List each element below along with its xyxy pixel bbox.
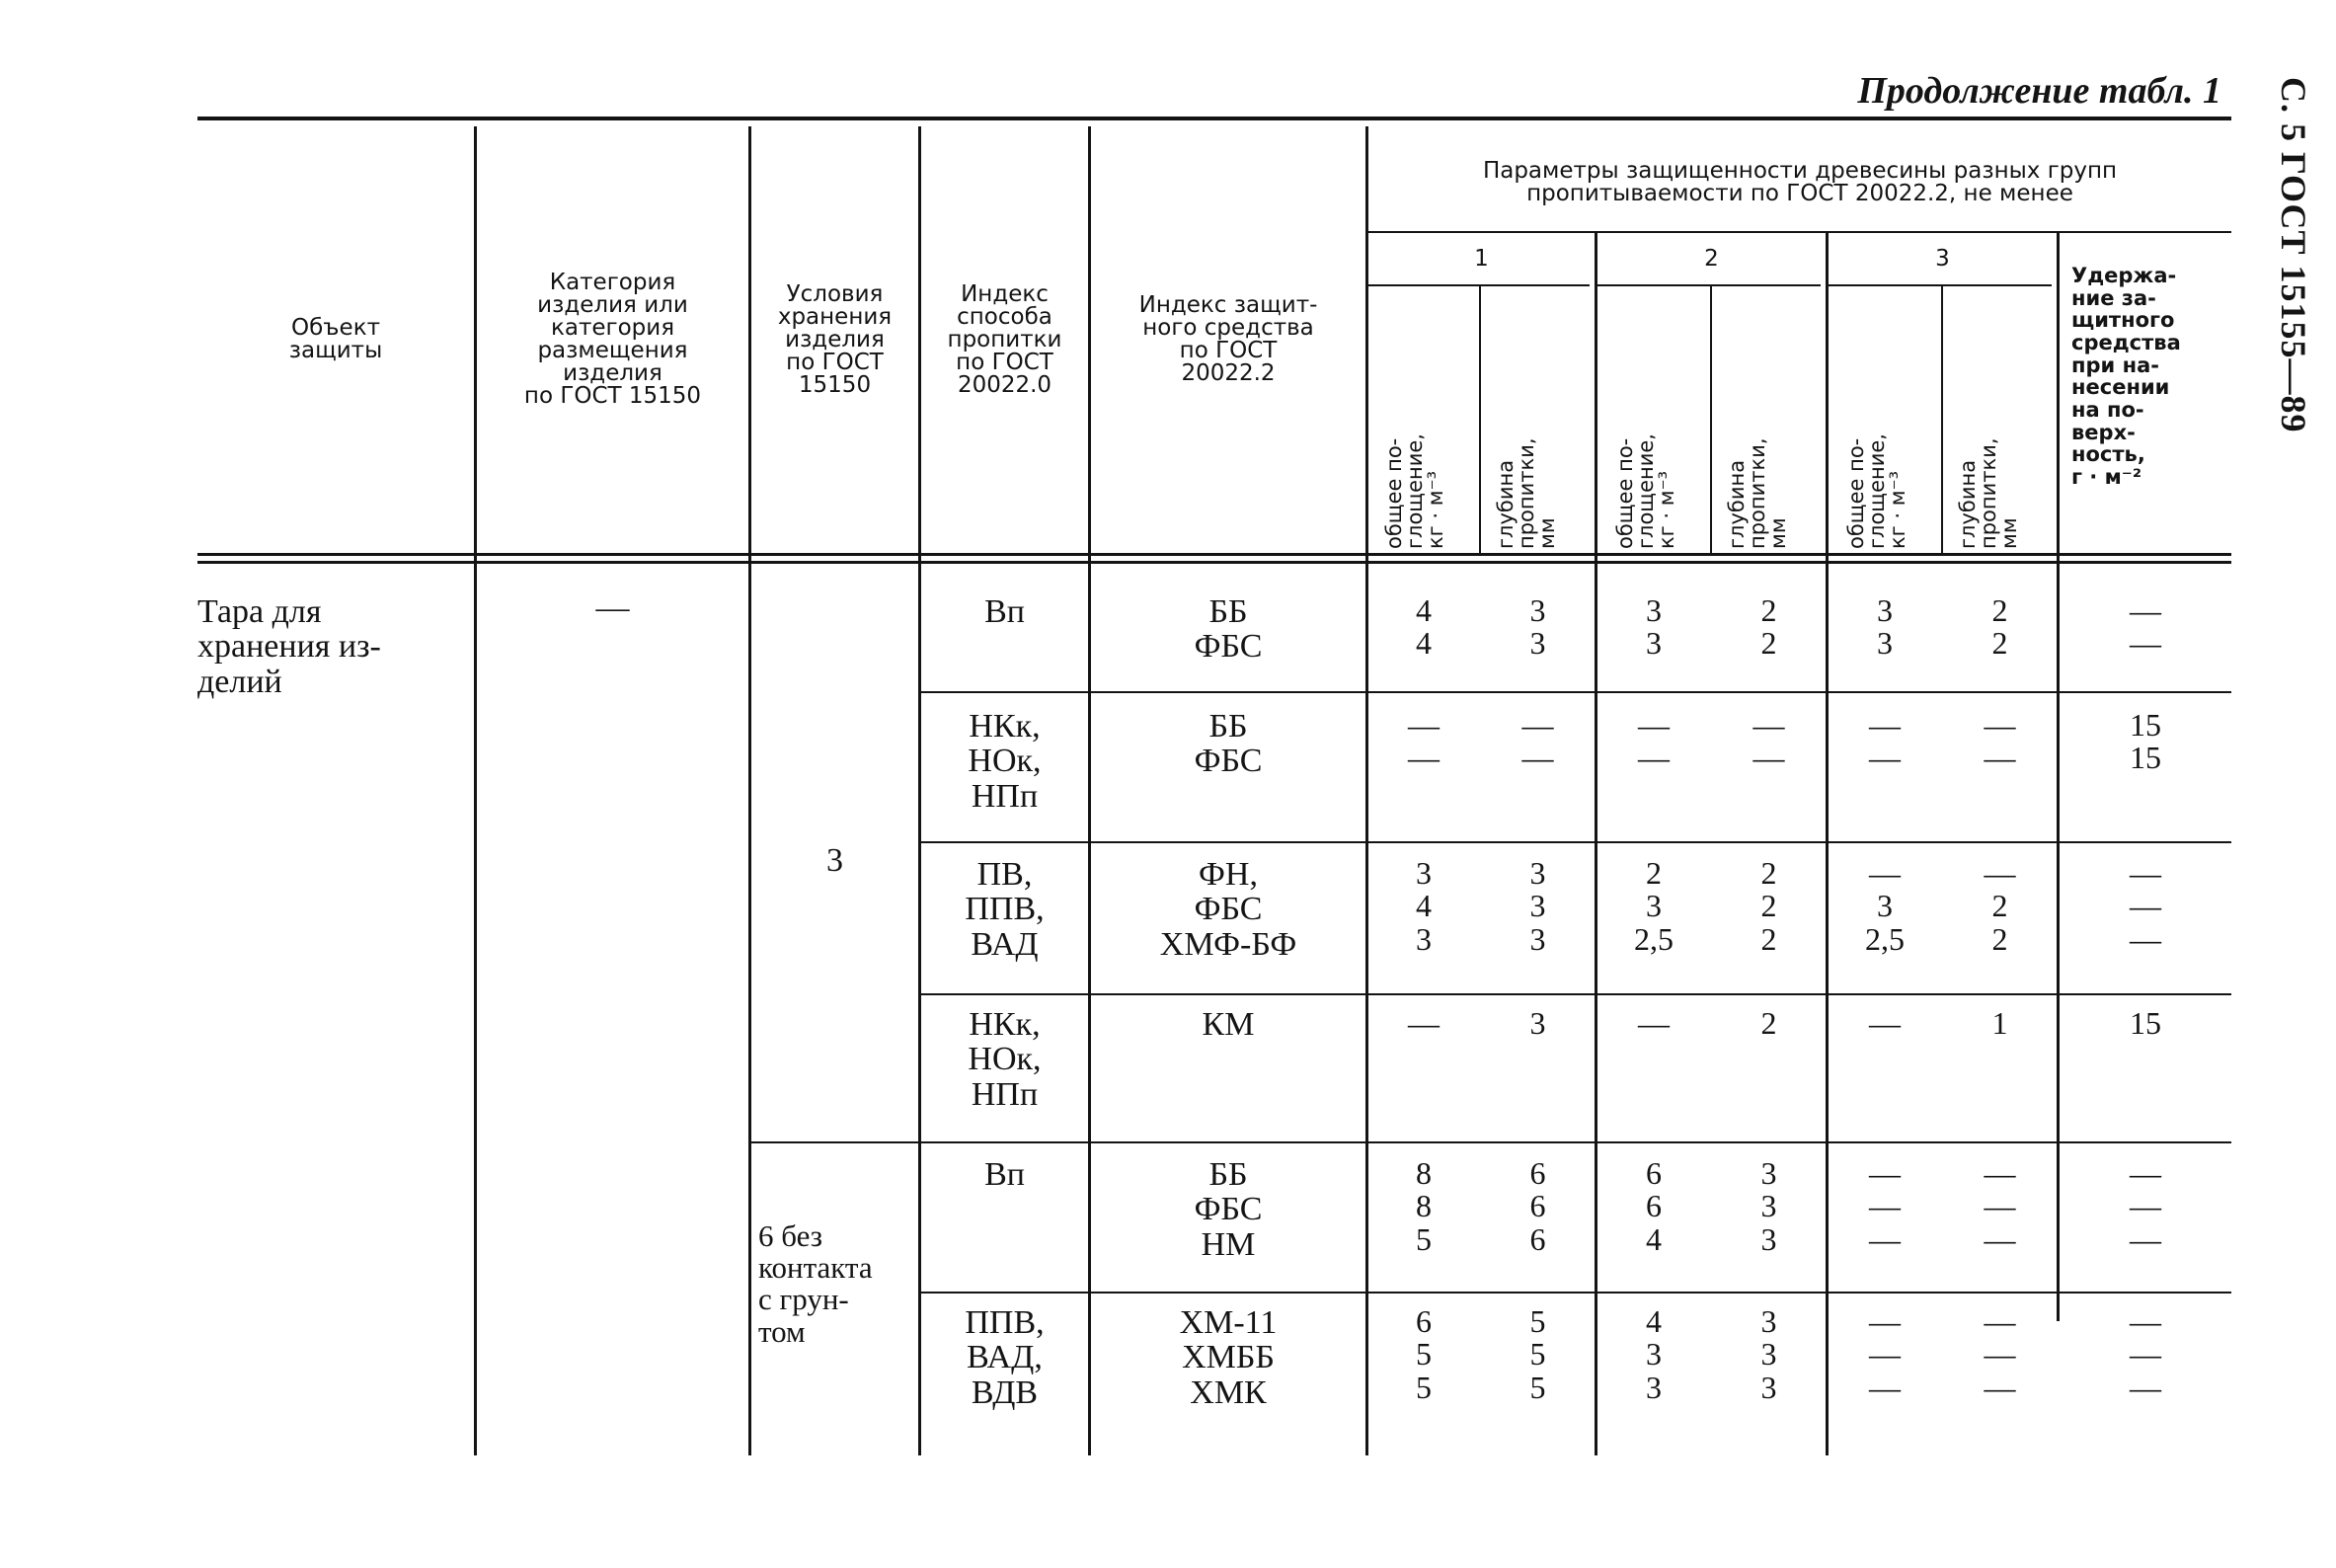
params-rule (1368, 231, 2231, 233)
row-value-cell: — — (1521, 707, 1554, 776)
row-agent-index: ХМ-11 ХМББ ХМК (1179, 1304, 1278, 1411)
header-bottom-rule-1 (197, 553, 2231, 556)
row-value-cell: — — — (2130, 855, 2161, 957)
row-value-cell: — (1408, 1005, 1440, 1041)
row-value-cell: — — (1984, 707, 2016, 776)
row-value-cell: — — (2130, 592, 2161, 662)
header-group-2: 2 (1704, 245, 1719, 272)
header-method-index: Индекс способа пропитки по ГОСТ 20022.0 (947, 280, 1062, 398)
header-object: Объект защиты (288, 315, 383, 363)
table-top-rule (197, 117, 2231, 120)
row-value-cell: 3 3 3 (1760, 1303, 1777, 1405)
row-value-cell: 2 2 (1760, 592, 1777, 662)
header-depth-g1: глубина пропитки, мм (1494, 437, 1559, 549)
row-agent-index: ББ ФБС (1194, 593, 1263, 666)
row-value-cell: 8 8 5 (1416, 1155, 1432, 1257)
table-continuation-label: Продолжение табл. 1 (1857, 70, 2221, 112)
row-value-cell: 2 (1760, 1005, 1777, 1041)
row-method-index: ПВ, ППВ, ВАД (965, 856, 1045, 963)
col-rule (1595, 233, 1597, 1455)
row-value-cell: 1 (1991, 1005, 2008, 1041)
header-depth-g3: глубина пропитки, мм (1956, 437, 2021, 549)
header-absorption-g2: общее по- глощение, кг · м⁻³ (1613, 433, 1678, 549)
header-absorption-g1: общее по- глощение, кг · м⁻³ (1382, 433, 1447, 549)
row-method-index: НКк, НОк, НПп (968, 1006, 1042, 1113)
row-value-cell: 4 4 (1416, 592, 1432, 662)
body-storage-3: 3 (826, 842, 843, 879)
row-value-cell: 3 3 3 (1760, 1155, 1777, 1257)
header-storage: Условия хранения изделия по ГОСТ 15150 (777, 280, 893, 398)
header-agent-index: Индекс защит- ного средства по ГОСТ 20022.2 (1138, 292, 1318, 386)
header-group-3: 3 (1935, 245, 1950, 272)
row-value-cell: 3 3 (1877, 592, 1893, 662)
row-agent-index: ББ ФБС (1194, 708, 1263, 780)
row-value-cell: 6 6 4 (1646, 1155, 1662, 1257)
header-category: Категория изделия или категория размещения изделия по ГОСТ 15150 (523, 270, 702, 409)
body-storage-6: 6 без контакта с грун- том (758, 1218, 873, 1349)
row-value-cell: 3 3 (1646, 592, 1662, 662)
body-category: — (595, 589, 630, 626)
row-value-cell: — (1638, 1005, 1670, 1041)
row-value-cell: 5 5 5 (1529, 1303, 1546, 1405)
row-value-cell: — 2 2 (1984, 855, 2016, 957)
header-absorption-g3: общее по- глощение, кг · м⁻³ (1844, 433, 1909, 549)
row-value-cell: 6 5 5 (1416, 1303, 1432, 1405)
row-agent-index: КМ (1202, 1006, 1255, 1043)
col-rule (1710, 286, 1712, 553)
col-rule (1479, 286, 1481, 553)
row-method-index: НКк, НОк, НПп (968, 708, 1042, 815)
row-rule (920, 1292, 2231, 1294)
row-value-cell: — — — (2130, 1303, 2161, 1405)
col-rule (1826, 233, 1829, 1455)
row-rule (920, 993, 2231, 995)
row-value-cell: 3 3 (1529, 592, 1546, 662)
header-group-1: 1 (1474, 245, 1489, 272)
row-value-cell: — — (1869, 707, 1901, 776)
row-value-cell: — — — (1869, 1303, 1901, 1405)
group-2-rule (1597, 284, 1821, 286)
row-value-cell: 15 15 (2130, 707, 2161, 776)
body-object: Тара для хранения из- делий (197, 593, 381, 700)
row-value-cell: 3 4 3 (1416, 855, 1432, 957)
col-rule (1365, 126, 1368, 1455)
row-rule (920, 691, 2231, 693)
row-value-cell: — — (1408, 707, 1440, 776)
row-value-cell: — — — (1984, 1155, 2016, 1257)
row-value-cell: 4 3 3 (1646, 1303, 1662, 1405)
row-value-cell: — — (1638, 707, 1670, 776)
row-rule (920, 841, 2231, 843)
row-method-index: Вп (984, 593, 1025, 630)
running-head-text: С. 5 ГОСТ 15155—89 (2274, 77, 2313, 433)
running-head (2271, 77, 2330, 472)
row-value-cell: — 3 2,5 (1865, 855, 1905, 957)
row-agent-index: ББ ФБС НМ (1194, 1156, 1263, 1263)
row-value-cell: 6 6 6 (1529, 1155, 1546, 1257)
row-method-index: ППВ, ВАД, ВДВ (965, 1304, 1045, 1411)
row-rule (750, 1141, 2231, 1143)
row-value-cell: 2 2 (1991, 592, 2008, 662)
header-retention: Удержа- ние за- щитного средства при на- несении на по- верх- ность, г · м⁻² (2071, 264, 2181, 490)
row-value-cell: 15 (2130, 1005, 2161, 1041)
row-method-index: Вп (984, 1156, 1025, 1193)
header-depth-g2: глубина пропитки, мм (1725, 437, 1790, 549)
row-value-cell: — — — (1984, 1303, 2016, 1405)
row-value-cell: 3 3 3 (1529, 855, 1546, 957)
row-value-cell: — — — (2130, 1155, 2161, 1257)
row-value-cell: 3 (1529, 1005, 1546, 1041)
row-agent-index: ФН, ФБС ХМФ-БФ (1159, 856, 1297, 963)
row-value-cell: 2 3 2,5 (1634, 855, 1674, 957)
row-value-cell: — — — (1869, 1155, 1901, 1257)
header-parameters: Параметры защищенности древесины разных групп пропитываемости по ГОСТ 20022.2, не менее (1482, 158, 2118, 206)
header-bottom-rule-2 (197, 561, 2231, 564)
row-value-cell: — (1869, 1005, 1901, 1041)
group-3-rule (1829, 284, 2052, 286)
col-rule (1941, 286, 1943, 553)
row-value-cell: — — (1752, 707, 1785, 776)
row-value-cell: 2 2 2 (1760, 855, 1777, 957)
